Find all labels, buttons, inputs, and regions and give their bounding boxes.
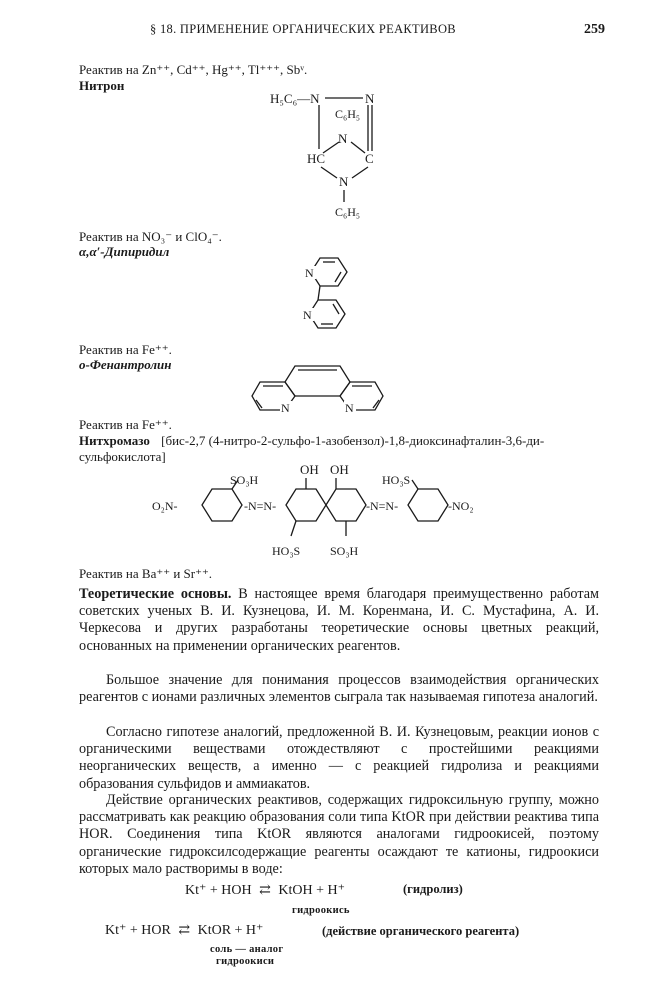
eq2-note: (действие органического реагента) [322,924,520,938]
nc-oh1: OH [300,462,319,477]
reagent-name-nitchromazo-line [79,433,544,449]
paragraph-3: Согласно гипотезе аналогий, предложенной В. И. Кузнецовым, реакции ионов с органическими веществами отождествляют с простейшими реакциями неорганических веществ, а именно — с реакцией гидролиза и реакциями образования сульфидов и аммиакатов. [79,724,599,792]
reagent-use-phenanthroline: Реактив на Fe⁺⁺. [79,342,172,357]
nitron-n-mid: N [338,131,348,146]
nc-benzene-left [202,489,242,521]
eq1-under: гидроокись [292,905,350,916]
equation-hydrolysis [185,882,345,899]
eq2-right: KtOR + H⁺ [197,923,264,938]
nc-azo-left: -N=N- [244,499,277,513]
nc-oh2: OH [330,462,349,477]
eq2-under2: гидроокиси [216,956,275,967]
nitron-c6h5-mid: C₆H₅ [335,107,361,121]
nitron-bond [351,142,365,153]
nitchromazo-structure [150,460,500,565]
equation-organic [105,922,263,939]
nc-naph-ring-left [286,489,326,521]
dipyridyl-bond [335,272,341,282]
page-number: 259 [584,22,605,37]
reagent-use-ba-sr: Реактив на Ba⁺⁺ и Sr⁺⁺. [79,566,213,581]
phen-n1: N [281,401,290,415]
nitron-bond [321,167,337,178]
eq2-arrow: ⇄ [178,923,191,938]
running-header: § 18. ПРИМЕНЕНИЕ ОРГАНИЧЕСКИХ РЕАКТИВОВ [150,22,456,36]
phen-n2: N [345,401,354,415]
phenanthroline-structure [250,360,390,416]
nitron-hc: HC [307,151,326,166]
nc-bond [291,521,296,536]
nc-azo-right: -N=N- [366,499,399,513]
paragraph-1 [79,586,599,655]
reagent-name-nitchromazo: Нитхромазо [79,433,150,448]
reagent-desc-nitchromazo: [бис-2,7 (4-нитро-2-сульфо-1-азобензол)-1,8-диоксинафталин-3,6-ди- [161,433,545,448]
nc-ho3s-bottom: HO₃S [272,544,301,558]
nc-bond [412,480,418,489]
eq1-right: KtOH + H⁺ [278,883,345,898]
nc-benzene-right [408,489,448,521]
nc-o2n: O₂N- [152,499,178,513]
paragraph-1-lead: Теоретические основы. [79,586,232,602]
nitron-bond [352,167,368,178]
paragraph-2: Большое значение для понимания процессов взаимодействия органических реагентов с ионами различных элементов сыграла так называемая гипотеза аналогий. [79,672,599,706]
dipyridyl-n2: N [303,308,312,322]
eq2-left: Kt⁺ + HOR [105,923,171,938]
nitron-h5c6n: H₅C₆—N [270,91,320,106]
reagent-use-dipyridyl: Реактив на NO₃⁻ и ClO₄⁻. [79,229,222,244]
reagent-use-nitron: Реактив на Zn⁺⁺, Cd⁺⁺, Hg⁺⁺, Tl⁺⁺⁺, Sbᵛ. [79,62,308,77]
dipyridyl-n1: N [305,266,314,280]
nitron-structure [255,85,415,225]
reagent-name-nitron: Нитрон [79,78,125,93]
nitron-n-top: N [365,91,375,106]
reagent-use-nitchromazo: Реактив на Fe⁺⁺. [79,417,172,432]
nitron-bond [323,142,339,153]
nitron-c6h5-bot: C₆H₅ [335,205,361,219]
nitron-n-bot: N [339,174,349,189]
dipyridyl-structure [290,252,360,342]
nc-naph-ring-right [326,489,366,521]
eq1-arrow: ⇄ [259,883,271,898]
reagent-name-phenanthroline: o-Фенантролин [79,357,172,372]
nc-no2: -NO₂ [448,499,474,513]
paragraph-1-text: В настоящее время благодаря преимущественно работам советских ученых В. И. Кузнецова, И. М. Коренмана, И. С. Мустафина, А. И. Черкесова и других разработаны теоретические основы цветных реакций, основанных на применении органических реагентов. [79,586,599,654]
paragraph-4: Действие органических реактивов, содержащих гидроксильную группу, можно рассматривать как реакцию образования соли типа KtOR при действии реактива типа HOR. Соединения типа KtOR являются аналогами гидроокисей, поэтому органические гидроксилсодержащие реагенты осаждают те катионы, гидроокиси которых мало растворимы в воде: [79,792,599,877]
reagent-name-dipyridyl: α,α′-Дипиридил [79,244,170,259]
nc-ho3s-right: HO₃S [382,473,411,487]
eq1-note: (гидролиз) [403,882,463,896]
dipyridyl-link [318,286,320,300]
eq1-left: Kt⁺ + HOH [185,883,252,898]
dipyridyl-bond [333,304,339,314]
nitron-c: C [365,151,374,166]
reagent-desc2-nitchromazo: сульфокислота] [79,449,166,464]
nc-so3h-bottom: SO₃H [330,544,359,558]
nc-so3h-left: SO₃H [230,473,259,487]
eq2-under: соль — аналог [210,944,284,955]
